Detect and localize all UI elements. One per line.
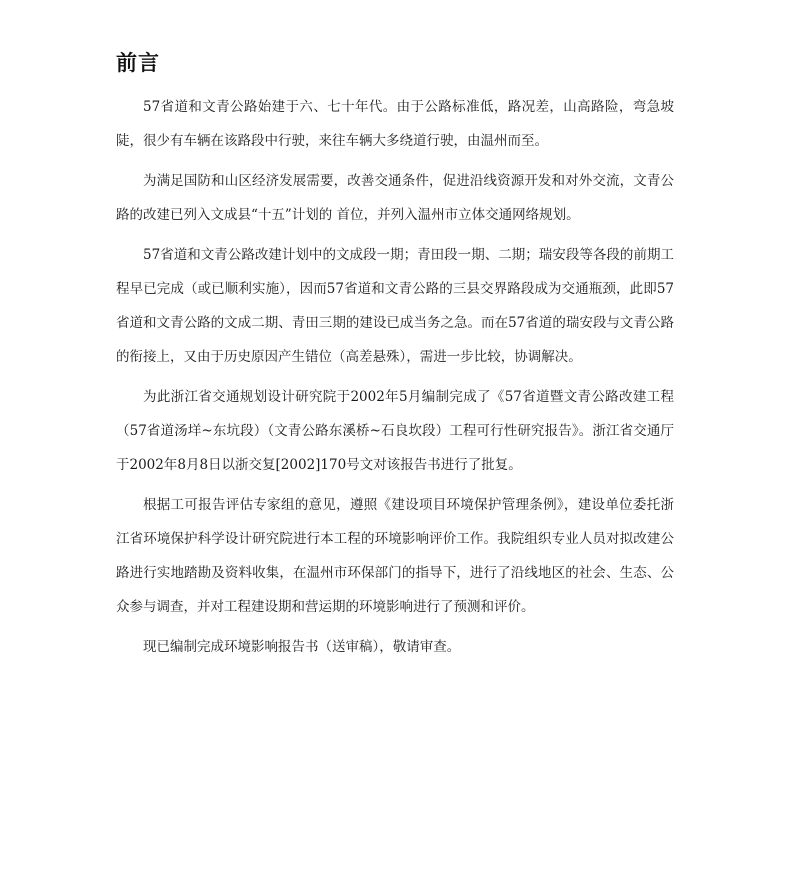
paragraph-2: 为满足国防和山区经济发展需要，改善交通条件，促进沿线资源开发和对外交流，文青公路的改建已列入文成县“十五”计划的 首位，并列入温州市立体交通网络规划。 xyxy=(116,173,674,223)
paragraph-5: 根据工可报告评估专家组的意见，遵照《建设项目环境保护管理条例》，建设单位委托浙江省环境保护科学设计研究院进行本工程的环境影响评价工作。我院组织专业人员对拟改建公路进行实地踏勘及资料收集，在温州市环保部门的指导下，进行了沿线地区的社会、生态、公众参与调查，并对工程建设期和营运期的环境影响进行了预测和评价。 xyxy=(116,497,674,615)
page-title: 前言 xyxy=(116,51,160,75)
paragraph-6: 现已编制完成环境影响报告书（送审稿），敬请审查。 xyxy=(143,639,461,655)
paragraph-4: 为此浙江省交通规划设计研究院于2002年5月编制完成了《57省道暨文青公路改建工程（57省道汤垟~东坑段）（文青公路东溪桥~石良坎段）工程可行性研究报告》。浙江省交通厅于2002年8月8日以浙交复[2002]170号文对该报告书进行了批复。 xyxy=(116,389,674,473)
document-body xyxy=(116,90,674,670)
paragraph-3: 57省道和文青公路改建计划中的文成段一期；青田段一期、二期；瑞安段等各段的前期工程早已完成（或已顺利实施），因而57省道和文青公路的三县交界路段成为交通瓶颈，此即57省道和文青公路的文成二期、青田三期的建设已成当务之急。而在57省道的瑞安段与文青公路的衔接上，又由于历史原因产生错位（高差悬殊），需进一步比较，协调解决。 xyxy=(116,247,674,365)
paragraph-1: 57省道和文青公路始建于六、七十年代。由于公路标准低，路况差，山高路险，弯急坡陡，很少有车辆在该路段中行驶，来往车辆大多绕道行驶，由温州而至。 xyxy=(116,99,674,149)
